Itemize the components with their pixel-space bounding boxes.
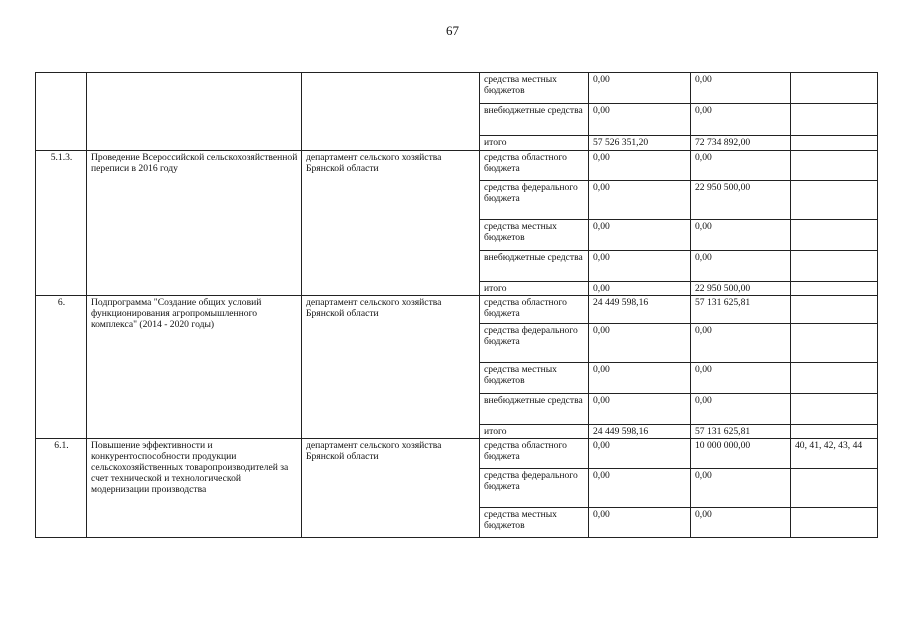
row-number-cell: 6.: [36, 296, 87, 439]
value-year-1-cell: 24 449 598,16: [589, 296, 691, 324]
funding-source-cell: внебюджетные средства: [480, 251, 589, 282]
indicator-ref-cell: [791, 220, 878, 251]
funding-source-cell: средства местных бюджетов: [480, 73, 589, 104]
value-year-2-cell: 0,00: [691, 151, 791, 181]
row-number-cell: 5.1.3.: [36, 151, 87, 296]
executor-cell: департамент сельского хозяйства Брянской области: [302, 296, 480, 439]
value-year-1-cell: 0,00: [589, 508, 691, 538]
value-year-1-cell: 0,00: [589, 104, 691, 136]
value-year-2-cell: 0,00: [691, 324, 791, 363]
activity-name-cell: Проведение Всероссийской сельскохозяйственной переписи в 2016 году: [87, 151, 302, 296]
value-year-1-cell: 0,00: [589, 469, 691, 508]
funding-source-cell: итого: [480, 425, 589, 439]
funding-source-cell: средства местных бюджетов: [480, 220, 589, 251]
value-year-1-cell: 0,00: [589, 363, 691, 394]
value-year-1-cell: 0,00: [589, 220, 691, 251]
executor-cell: [302, 73, 480, 151]
table-row: [36, 151, 878, 181]
value-year-2-cell: 57 131 625,81: [691, 296, 791, 324]
indicator-ref-cell: 40, 41, 42, 43, 44: [791, 439, 878, 469]
page-number: 67: [446, 23, 459, 38]
value-year-2-cell: 22 950 500,00: [691, 282, 791, 296]
activity-name-cell: Повышение эффективности и конкурентоспособности продукции сельскохозяйственных товаропроизводителей за счет технической и технологической модернизации производства: [87, 439, 302, 538]
executor-cell: департамент сельского хозяйства Брянской области: [302, 151, 480, 296]
value-year-2-cell: 0,00: [691, 73, 791, 104]
value-year-1-cell: 0,00: [589, 439, 691, 469]
indicator-ref-cell: [791, 104, 878, 136]
row-number-cell: 6.1.: [36, 439, 87, 538]
indicator-ref-cell: [791, 508, 878, 538]
value-year-1-cell: 0,00: [589, 73, 691, 104]
value-year-1-cell: 0,00: [589, 251, 691, 282]
executor-cell: департамент сельского хозяйства Брянской области: [302, 439, 480, 538]
value-year-2-cell: 0,00: [691, 220, 791, 251]
value-year-2-cell: 0,00: [691, 104, 791, 136]
value-year-2-cell: 10 000 000,00: [691, 439, 791, 469]
value-year-1-cell: 0,00: [589, 282, 691, 296]
value-year-2-cell: 0,00: [691, 508, 791, 538]
funding-source-cell: средства областного бюджета: [480, 439, 589, 469]
indicator-ref-cell: [791, 324, 878, 363]
funding-source-cell: итого: [480, 136, 589, 151]
indicator-ref-cell: [791, 73, 878, 104]
value-year-2-cell: 0,00: [691, 394, 791, 425]
indicator-ref-cell: [791, 363, 878, 394]
funding-source-cell: внебюджетные средства: [480, 394, 589, 425]
value-year-1-cell: 24 449 598,16: [589, 425, 691, 439]
funding-source-cell: средства областного бюджета: [480, 296, 589, 324]
value-year-2-cell: 22 950 500,00: [691, 181, 791, 220]
indicator-ref-cell: [791, 425, 878, 439]
indicator-ref-cell: [791, 151, 878, 181]
row-number-cell: [36, 73, 87, 151]
activity-name-cell: Подпрограмма "Создание общих условий функционирования агропромышленного комплекса" (2014 - 2020 годы): [87, 296, 302, 439]
indicator-ref-cell: [791, 282, 878, 296]
indicator-ref-cell: [791, 394, 878, 425]
funding-source-cell: средства областного бюджета: [480, 151, 589, 181]
value-year-1-cell: 57 526 351,20: [589, 136, 691, 151]
indicator-ref-cell: [791, 136, 878, 151]
activity-name-cell: [87, 73, 302, 151]
funding-source-cell: средства местных бюджетов: [480, 508, 589, 538]
value-year-2-cell: 0,00: [691, 469, 791, 508]
value-year-1-cell: 0,00: [589, 151, 691, 181]
indicator-ref-cell: [791, 181, 878, 220]
value-year-1-cell: 0,00: [589, 324, 691, 363]
indicator-ref-cell: [791, 296, 878, 324]
funding-source-cell: итого: [480, 282, 589, 296]
funding-source-cell: средства местных бюджетов: [480, 363, 589, 394]
table-row: [36, 439, 878, 469]
funding-source-cell: внебюджетные средства: [480, 104, 589, 136]
budget-table: [35, 72, 878, 538]
table-row: [36, 296, 878, 324]
funding-source-cell: средства федерального бюджета: [480, 469, 589, 508]
indicator-ref-cell: [791, 251, 878, 282]
value-year-2-cell: 0,00: [691, 363, 791, 394]
table-row: [36, 73, 878, 104]
funding-source-cell: средства федерального бюджета: [480, 181, 589, 220]
value-year-2-cell: 72 734 892,00: [691, 136, 791, 151]
value-year-2-cell: 0,00: [691, 251, 791, 282]
value-year-1-cell: 0,00: [589, 181, 691, 220]
funding-source-cell: средства федерального бюджета: [480, 324, 589, 363]
value-year-1-cell: 0,00: [589, 394, 691, 425]
indicator-ref-cell: [791, 469, 878, 508]
value-year-2-cell: 57 131 625,81: [691, 425, 791, 439]
